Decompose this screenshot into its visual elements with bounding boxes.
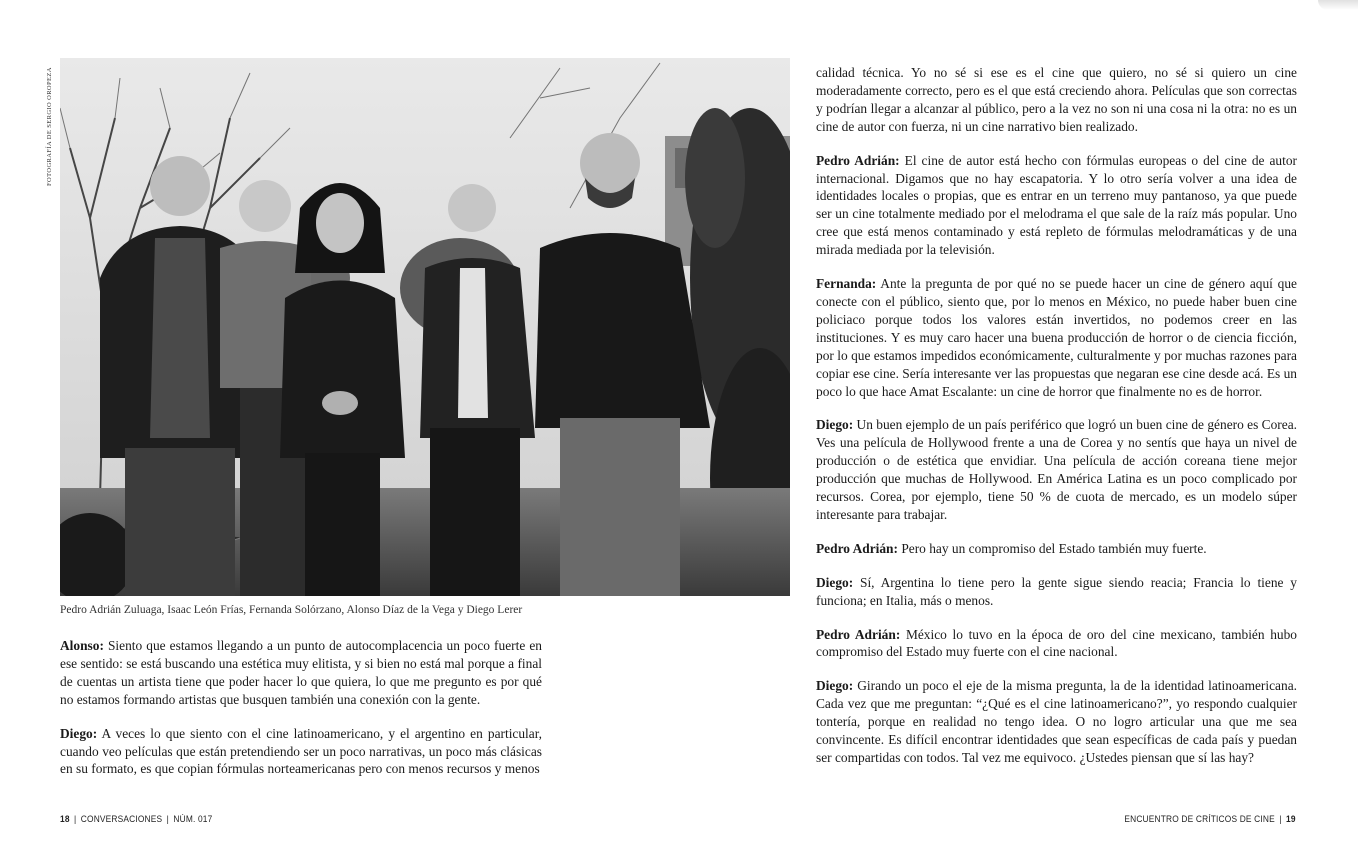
left-text-column [60, 637, 542, 794]
speaker-name: Diego: [816, 417, 854, 433]
paragraph-text: Girando un poco el eje de la misma pregunta, la de la identidad latinoamericana. Cada vez que me preguntan: “¿Qué es el cine latinoamericano?”, yo respondo cualquier tontería, porque en realidad no tengo idea. O no logro articular una que me sea convincente. Es difícil encontrar identidades que sean específicas de cada país y puedan ser compartidas con todos. Tal vez me equivoco. ¿Ustedes piensan que sí las hay? [816, 678, 1297, 765]
photo-credit: FOTOGRAFÍA DE SERGIO OROPEZA [46, 67, 53, 186]
speaker-name: Diego: [816, 678, 854, 694]
paragraph [816, 152, 1297, 259]
footer-title: ENCUENTRO DE CRÍTICOS DE CINE [1124, 814, 1276, 825]
paragraph-text: México lo tuvo en la época de oro del cine mexicano, también hubo compromiso del Estado muy fuerte con el cine nacional. [816, 626, 1297, 660]
speaker-name: Alonso: [60, 638, 104, 653]
footer-right [1125, 814, 1296, 825]
photo-caption: Pedro Adrián Zuluaga, Isaac León Frías, Fernanda Solórzano, Alonso Díaz de la Vega y Diego Lerer [60, 604, 523, 616]
page-fold-shadow [1318, 0, 1358, 10]
paragraph [816, 540, 1297, 558]
paragraph [816, 416, 1297, 523]
paragraph-text: Sí, Argentina lo tiene pero la gente sigue siendo reacia; Francia lo tiene y funciona; en Italia, más o menos. [816, 574, 1297, 608]
speaker-name: Fernanda: [816, 276, 877, 292]
page-number-right: 19 [1286, 814, 1296, 825]
speaker-name: Pedro Adrián: [816, 626, 901, 642]
page-number-left: 18 [60, 814, 70, 825]
paragraph [60, 725, 542, 779]
paragraph [816, 626, 1297, 662]
paragraph-text: El cine de autor está hecho con fórmulas europeas o del cine de autor internacional. Digamos que no hay escapatoria. Y lo otro sería volver a una idea de identidades locales o propias, que es entrar en un terreno muy pantanoso, ya que puede ser un cine totalmente mediado por el melodrama el que sale de la raíz más popular. Uno cree que está menos contaminado y está repleto de fórmulas melodramáticas y de una mirada mediada por la televisión. [816, 152, 1297, 258]
speaker-name: Diego: [816, 574, 854, 590]
right-text-column [816, 64, 1297, 783]
paragraph-text: Siento que estamos llegando a un punto de autocomplacencia un poco fuerte en ese sentido: se está buscando una estética muy elitista, y si bien no está mal porque a final de cuentas un artista tiene que poder hacer lo que quiera, lo que me pregunto es por qué no estamos formando artistas que busquen también una conexión con la gente. [60, 638, 542, 707]
paragraph [816, 677, 1297, 767]
footer-section: CONVERSACIONES [80, 814, 163, 825]
paragraph-text: calidad técnica. Yo no sé si ese es el cine que quiero, no sé si quiero un cine moderadamente correcto, pero es el que está creciendo ahora. Películas que son correctas y podrían llegar a alcanzar al público, pero a la vez no son ni una cosa ni la otra: no es un cine de autor con fuerza, ni un cine narrativo bien realizado. [816, 65, 1297, 134]
group-photo [60, 58, 790, 596]
footer-separator: | [1279, 814, 1282, 825]
footer-separator: | [74, 814, 77, 825]
footer-left [60, 814, 212, 825]
paragraph [60, 637, 542, 709]
paragraph-text: A veces lo que siento con el cine latinoamericano, y el argentino en particular, cuando veo películas que están pretendiendo ser un poco narrativas, un poco más clásicas en su formato, es que copian fórmulas norteamericanas pero con menos recursos y menos [60, 725, 542, 777]
paragraph-text: Un buen ejemplo de un país periférico que logró un buen cine de género es Corea. Ves una película de Hollywood frente a una de Corea y no sentís que haya un nivel de producción o de estética que envidiar. Una película de acción coreana tiene mejor producción que muchas de Hollywood. En América Latina es un poco complicado por recursos. Corea, por ejemplo, tiene 50 % de cuota de mercado, es un modelo súper interesante para trabajar. [816, 417, 1297, 522]
paragraph-text: Pero hay un compromiso del Estado también muy fuerte. [897, 540, 1207, 556]
footer-issue: NÚM. 017 [173, 814, 213, 825]
speaker-name: Pedro Adrián: [816, 152, 900, 168]
paragraph [816, 574, 1297, 610]
speaker-name: Pedro Adrián: [816, 540, 898, 556]
paragraph [816, 275, 1297, 400]
paragraph [816, 64, 1297, 136]
paragraph-text: Ante la pregunta de por qué no se puede hacer un cine de género aquí que conecte con el público, siento que, por lo menos en México, no puede haber buen cine policiaco porque todos los valores están invertidos, no podemos creer en las instituciones. Y es muy caro hacer una buena producción de horror o de ciencia ficción, por lo que estamos impedidos económicamente, culturalmente y por muchas razones para copiar ese cine. Sería interesante ver las propuestas que negaran ese cine desde acá. Es un poco lo que hace Amat Escalante: un cine de horror que finalmente no es de horror. [816, 276, 1297, 399]
speaker-name: Diego: [60, 725, 98, 741]
footer-separator: | [166, 814, 169, 825]
